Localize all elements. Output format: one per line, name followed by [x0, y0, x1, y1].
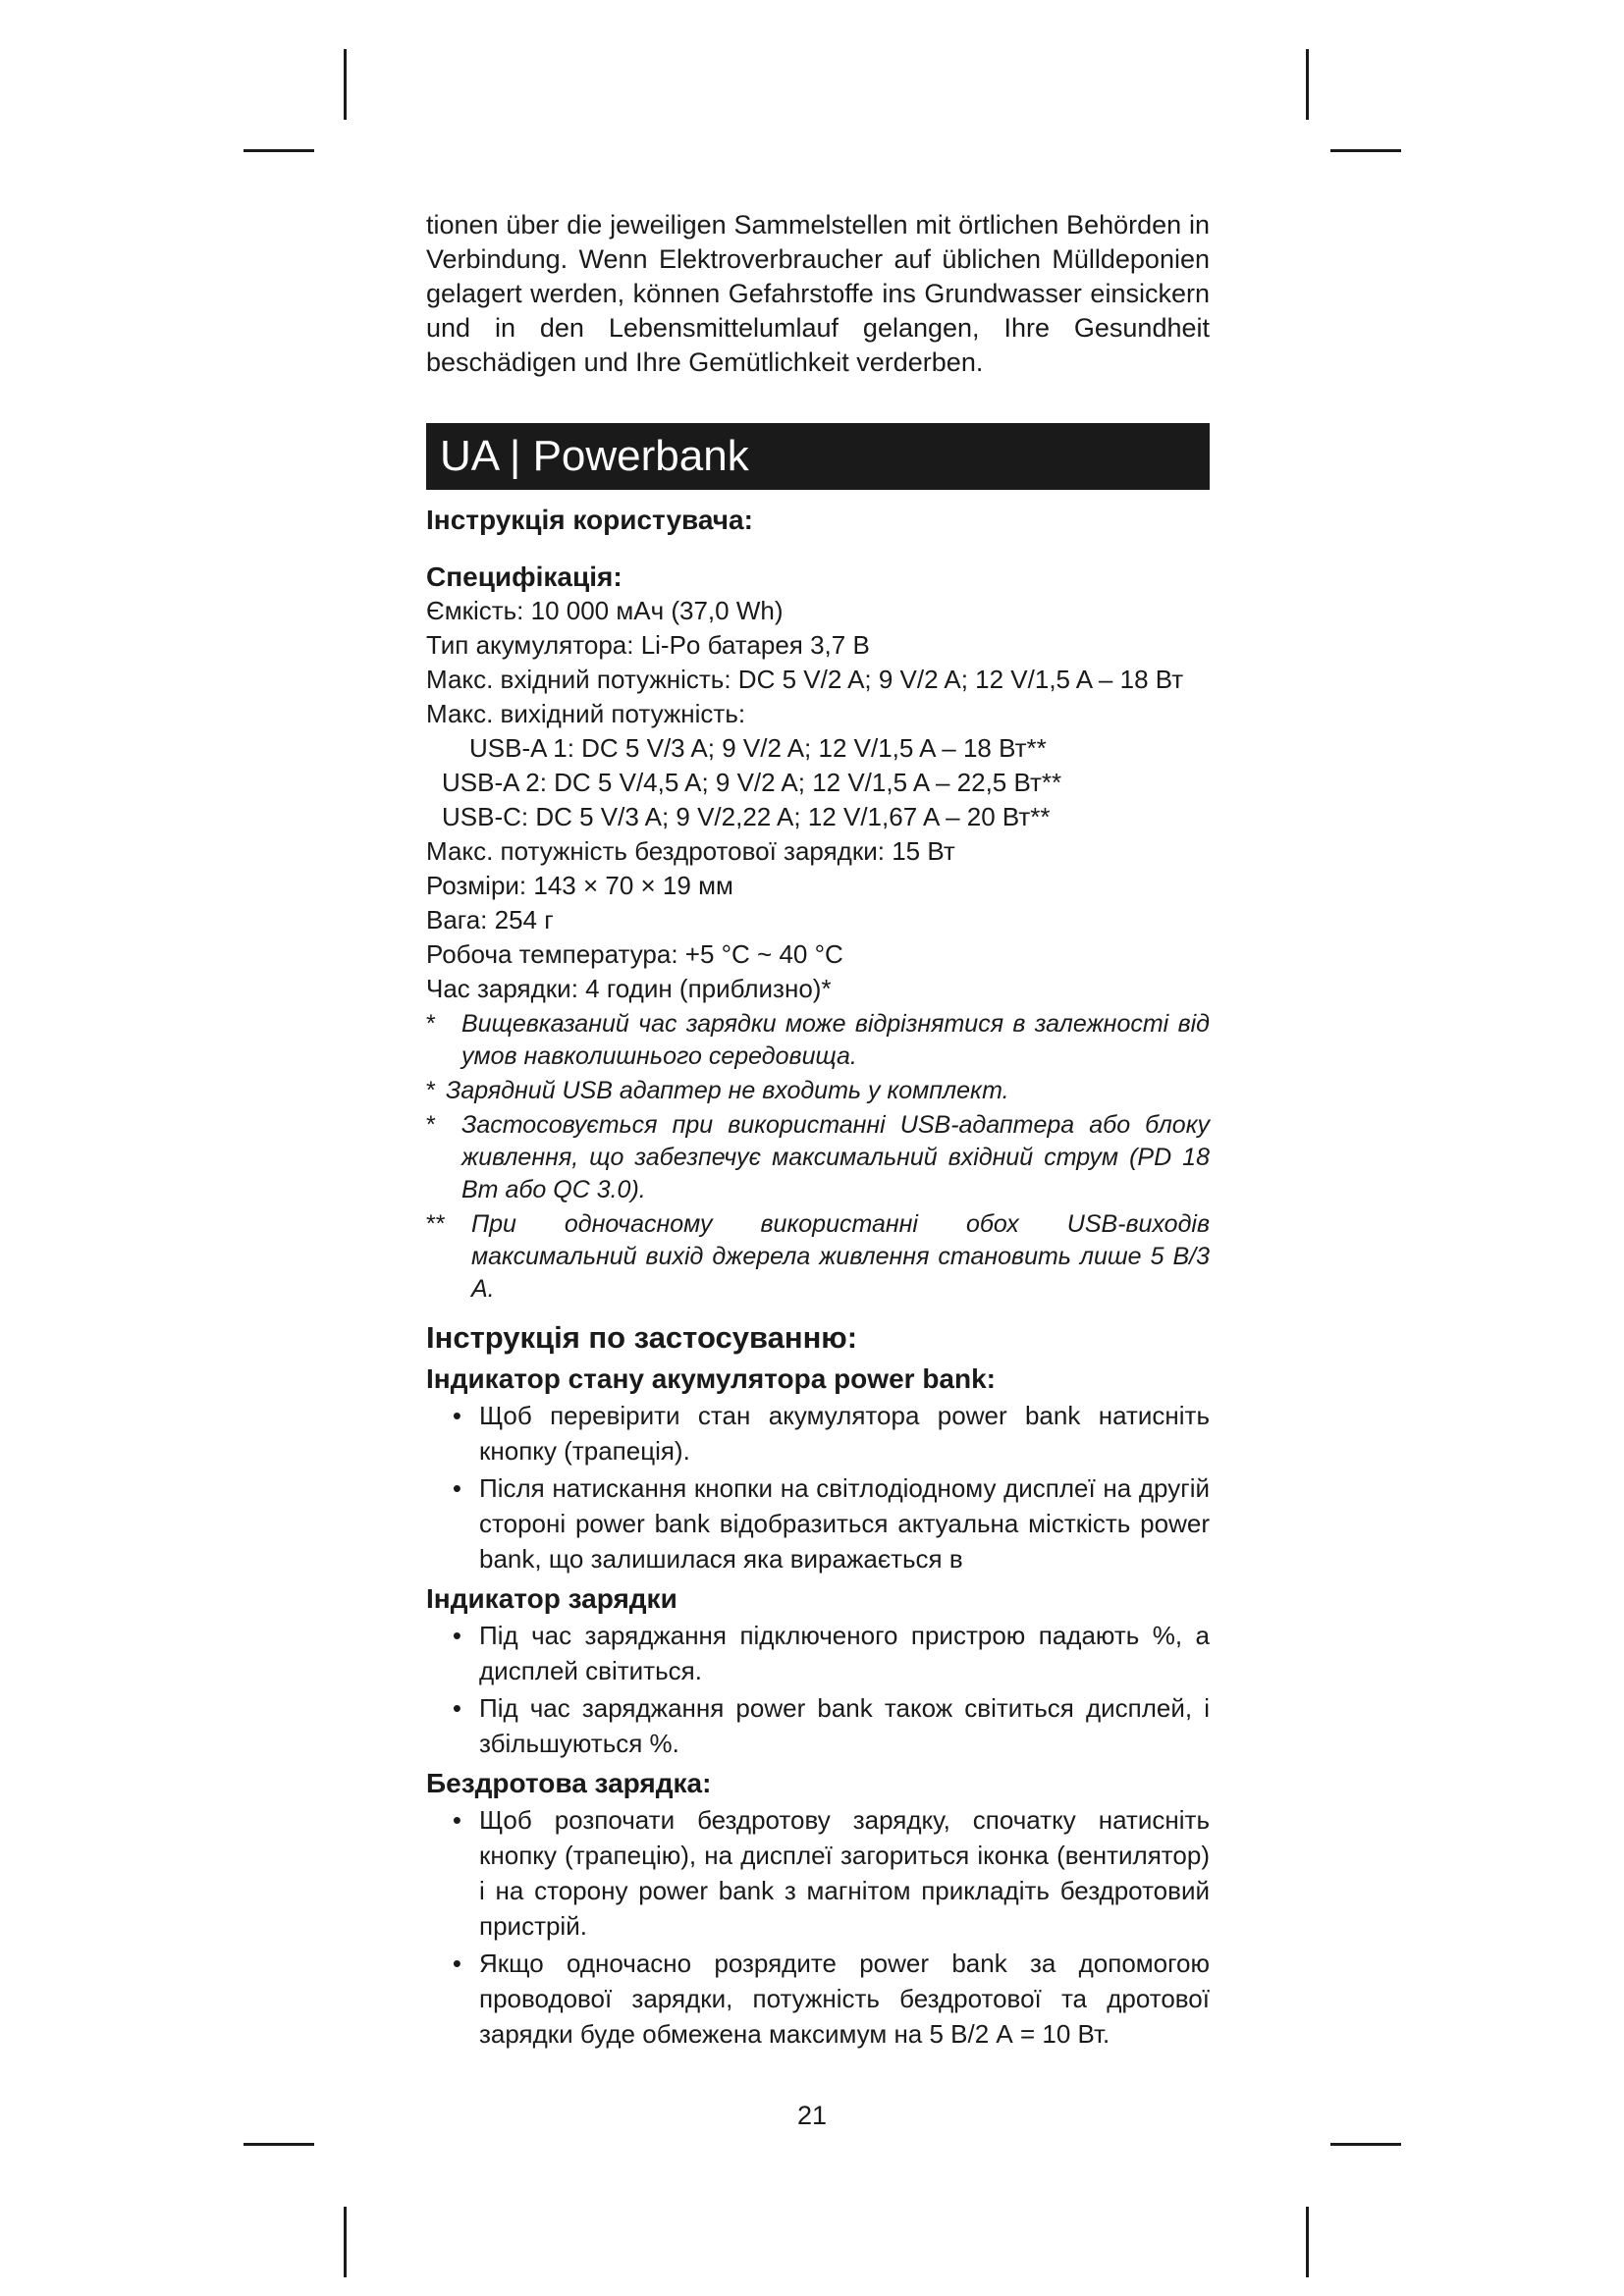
spec-line: Час зарядки: 4 годин (приблизно)*	[426, 974, 832, 1003]
usage-title: Інструкція по застосуванню:	[426, 1320, 858, 1355]
footnote-mark: **	[426, 1210, 446, 1238]
output-line: USB-A 1: DC 5 V/3 A; 9 V/2 A; 12 V/1,5 A – 18 Вт**	[469, 733, 1047, 763]
crop-mark	[344, 49, 347, 120]
wireless-title: Бездротова зарядка:	[426, 1768, 712, 1798]
spec-line: Розміри: 143 × 70 × 19 мм	[426, 871, 733, 900]
footnote	[426, 1109, 1210, 1206]
crop-mark	[1330, 2143, 1401, 2146]
crop-mark	[1306, 49, 1309, 120]
list-item-text: Якщо одночасно розрядите power bank за допомогою проводової зарядки, потужність бездротової та дротової зарядки буде обмежена максимум на 5 В/2 А = 10 Вт.	[479, 1949, 1210, 2049]
output-line: USB-C: DC 5 V/3 A; 9 V/2,22 A; 12 V/1,67 A – 20 Вт**	[442, 802, 1051, 831]
spec-line: Тип акумулятора: Li-Po батарея 3,7 В	[426, 630, 870, 660]
crop-mark	[244, 2143, 314, 2146]
list-item-text: Щоб розпочати бездротову зарядку, спочатку натисніть кнопку (трапецію), на дисплеї загориться іконка (вентилятор) і на сторону power bank з магнітом прикладіть бездротовий пристрій.	[479, 1805, 1210, 1941]
footnotes	[426, 1008, 1210, 1306]
bullet-icon: •	[452, 1693, 461, 1723]
manual-title: Інструкція користувача:	[426, 505, 753, 535]
footnote-mark: *	[426, 1077, 436, 1104]
output-line: USB-A 2: DC 5 V/4,5 A; 9 V/2 A; 12 V/1,5 A – 22,5 Вт**	[442, 768, 1062, 797]
charge-indicator-title: Індикатор зарядки	[426, 1583, 677, 1614]
spec-list	[426, 594, 1210, 1006]
crop-mark	[244, 149, 314, 152]
list-item-text: Після натискання кнопки на світлодіодному дисплеї на другій стороні power bank відобразиться актуальна місткість power bank, що залишилася яка виражається в	[479, 1473, 1210, 1574]
intro-paragraph: tionen über die jeweiligen Sammelstellen mit örtlichen Behörden in Verbindung. Wenn Elektroverbraucher auf üblichen Mülldeponien gelagert werden, können Gefahrstoffe ins Grundwasser einsickern und in den Lebensmittelumlauf gelangen, Ihre Gesundheit beschädigen und Ihre Gemütlichkeit verderben.	[426, 210, 1210, 377]
footnote	[426, 1075, 1210, 1107]
footnote-text: При одночасному використанні обох USB-виходів максимальний вихід джерела живлення становить лише 5 В/3 А.	[471, 1210, 1210, 1303]
list-item	[426, 1470, 1210, 1576]
spec-line: Вага: 254 г	[426, 905, 554, 934]
crop-mark	[344, 2207, 347, 2277]
section-banner: UA | Powerbank	[426, 423, 1210, 490]
list-item	[426, 1398, 1210, 1468]
page-number: 21	[796, 2101, 828, 2130]
spec-line: Робоча температура: +5 °C ~ 40 °C	[426, 939, 843, 969]
list-item-text: Під час заряджання power bank також світиться дисплей, і збільшуються %.	[479, 1693, 1210, 1758]
spec-line: Макс. потужність бездротової зарядки: 15 Вт	[426, 836, 955, 866]
footnote	[426, 1008, 1210, 1073]
bullet-icon: •	[452, 1473, 461, 1503]
crop-mark	[1306, 2207, 1309, 2277]
spec-line: Ємкість: 10 000 мАч (37,0 Wh)	[426, 596, 784, 625]
list-item	[426, 1946, 1210, 2052]
footnote-mark: *	[426, 1111, 436, 1139]
page-content	[426, 208, 1210, 2052]
footnote-text: Зарядний USB адаптер не входить у комплект.	[446, 1077, 1009, 1104]
spec-title: Специфікація:	[426, 561, 623, 592]
footnote-text: Застосовується при використанні USB-адаптера або блоку живлення, що забезпечує максимальний вхідний струм (PD 18 Вт або QC 3.0).	[461, 1111, 1210, 1203]
bullet-icon: •	[452, 1621, 461, 1650]
list-item-text: Щоб перевірити стан акумулятора power bank натисніть кнопку (трапеція).	[479, 1401, 1210, 1466]
spec-line: Макс. вхідний потужність: DC 5 V/2 A; 9 V/2 A; 12 V/1,5 A – 18 Вт	[426, 665, 1184, 694]
spec-line: Макс. вихідний потужність:	[426, 699, 746, 728]
bullet-icon: •	[452, 1949, 461, 1978]
footnote-mark: *	[426, 1010, 436, 1038]
list-item	[426, 1618, 1210, 1688]
crop-mark	[1330, 149, 1401, 152]
list-item-text: Під час заряджання підключеного пристрою падають %, а дисплей світиться.	[479, 1621, 1210, 1685]
footnote-text: Вищевказаний час зарядки може відрізнятися в залежності від умов навколишнього середовища.	[461, 1010, 1210, 1070]
bullet-icon: •	[452, 1805, 461, 1835]
list-item	[426, 1690, 1210, 1761]
battery-indicator-title: Індикатор стану акумулятора power bank:	[426, 1363, 996, 1394]
footnote	[426, 1208, 1210, 1306]
list-item	[426, 1802, 1210, 1944]
bullet-icon: •	[452, 1401, 461, 1430]
